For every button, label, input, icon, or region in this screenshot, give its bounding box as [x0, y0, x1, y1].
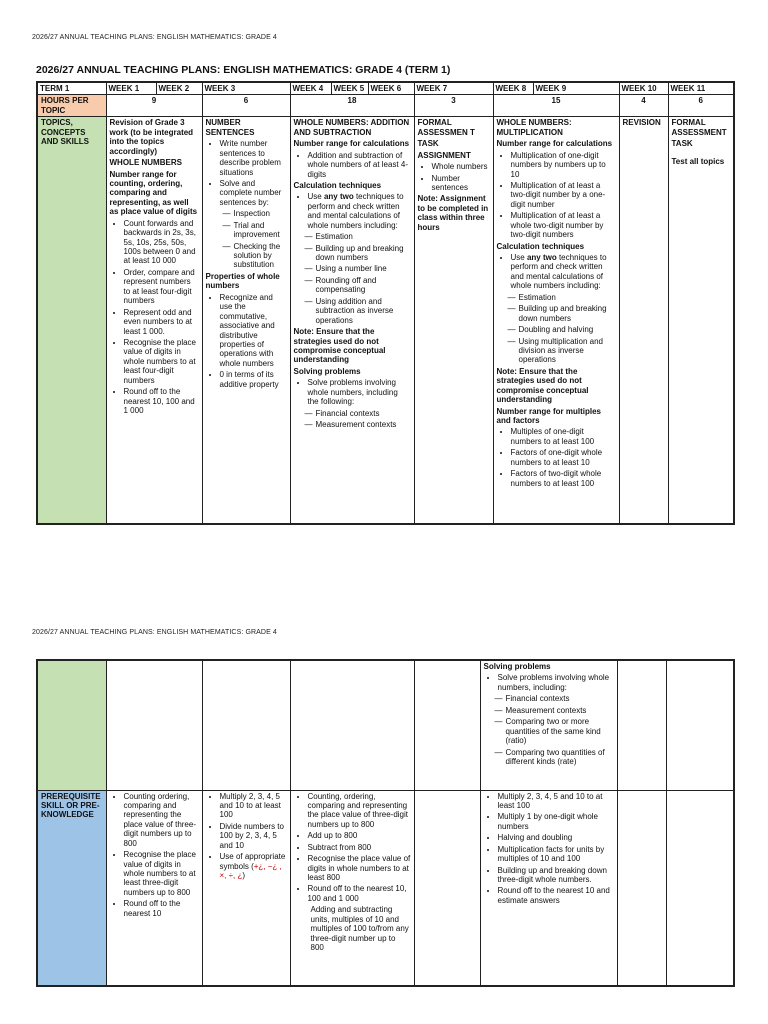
- list-item: • 0 in terms of its additive property: [220, 370, 287, 389]
- list-item: • Whole numbers: [432, 162, 490, 171]
- prereq-weeks-1-2: [106, 790, 202, 986]
- hours-row: [37, 95, 734, 117]
- formal-assessment-heading: FORMAL ASSESSMEN T: [417, 118, 475, 137]
- cell-empty: [202, 660, 290, 790]
- list-item: • Subtract from 800: [308, 843, 411, 852]
- list-item: • Addition and subtraction of whole numbers of at least 4-digits: [308, 151, 411, 179]
- list-item: — Checking the solution by substitution: [234, 242, 287, 270]
- cell-empty: [666, 790, 734, 986]
- week-11-cell: WEEK 11: [668, 82, 734, 95]
- hours-week-3: 6: [202, 95, 290, 117]
- calc-heading: Calculation techniques: [293, 180, 382, 190]
- list-item: — Building up and breaking down numbers: [316, 244, 411, 263]
- addition-subtraction-heading: WHOLE NUMBERS: ADDITION AND SUBTRACTION: [293, 118, 410, 137]
- cell-empty: [617, 660, 666, 790]
- topics-weeks-4-6: [290, 117, 414, 524]
- list-item: • Write number sentences to describe problem situations: [220, 139, 287, 177]
- list-item: • Round off to the nearest 10, 100 and 1 000: [124, 387, 199, 415]
- solving-problems-cell: [480, 660, 617, 790]
- properties-heading: Properties of whole numbers: [205, 271, 280, 291]
- list-item: • Count forwards and backwards in 2s, 3s, 5s, 10s, 25s, 50s, 100s between 0 and at least 10 000: [124, 219, 199, 266]
- prereq-weeks-8-9: [480, 790, 617, 986]
- list-item: • Multiply 1 by one-digit whole numbers: [498, 812, 614, 831]
- list-item: • Represent odd and even numbers to at least 1 000.: [124, 308, 199, 336]
- week-7-cell: WEEK 7: [414, 82, 493, 95]
- topics-row: [37, 117, 734, 524]
- multiplication-heading: WHOLE NUMBERS: MULTIPLICATION: [496, 118, 572, 137]
- cell-empty: [106, 660, 202, 790]
- cell-empty: [666, 660, 734, 790]
- week-10-cell: WEEK 10: [619, 82, 668, 95]
- list-item: • Factors of two-digit whole numbers to at least 100: [511, 469, 616, 488]
- prereq-week-3: [202, 790, 290, 986]
- cell-empty: [414, 790, 480, 986]
- list-item: • Solve problems involving whole numbers, including the following:: [308, 378, 411, 406]
- week-header-row: [37, 82, 734, 95]
- assignment-label: ASSIGNMENT: [417, 150, 471, 160]
- list-item: • Solve and complete number sentences by: — Inspection — Trial and improvement — Checking the solution by substitution: [220, 179, 287, 270]
- list-item: • Halving and doubling: [498, 833, 614, 842]
- hours-weeks-4-6: 18: [290, 95, 414, 117]
- hours-label: HOURS PER TOPIC: [37, 95, 106, 117]
- list-item: — Estimation: [316, 232, 411, 241]
- topics-weeks-8-9: [493, 117, 619, 524]
- cell-empty: [414, 660, 480, 790]
- topics-week-11: [668, 117, 734, 524]
- list-item: — Measurement contexts: [316, 420, 411, 429]
- term1-plan-table-continued: [36, 659, 735, 987]
- list-item: — Using multiplication and division as inverse operations: [519, 337, 616, 365]
- strategy-note: Note: Ensure that the strategies used do not compromise conceptual understanding: [293, 327, 386, 365]
- prereq-weeks-4-6: [290, 790, 414, 986]
- topics-week-7: [414, 117, 493, 524]
- list-item: • Multiplication facts for units by multiples of 10 and 100: [498, 845, 614, 864]
- week-3-cell: WEEK 3: [202, 82, 290, 95]
- list-item: • Recognize and use the commutative, associative and distributive properties of operations with whole numbers: [220, 293, 287, 369]
- week-8-cell: WEEK 8: [493, 82, 533, 95]
- list-item: — Trial and improvement: [234, 221, 287, 240]
- list-item: • Multiply 2, 3, 4, 5 and 10 to at least 100: [220, 792, 287, 820]
- cell-empty: [290, 660, 414, 790]
- operation-symbols: +¿, −¿ , ×, ÷, ¿: [219, 861, 282, 880]
- strategy-note: Note: Ensure that the strategies used do not compromise conceptual understanding: [496, 366, 589, 405]
- list-item: — Comparing two or more quantities of the same kind (ratio): [506, 717, 614, 745]
- solving-heading: Solving problems: [483, 662, 551, 671]
- list-item: • Recognise the place value of digits in whole numbers to at least three-digit numbers up to 800: [124, 850, 199, 897]
- topics-week-10: REVISION: [619, 117, 668, 524]
- hours-week-10: 4: [619, 95, 668, 117]
- task-label: TASK: [417, 139, 439, 149]
- list-item: • Number sentences: [432, 174, 490, 193]
- term-cell: TERM 1: [37, 82, 106, 95]
- topics-weeks-1-2: [106, 117, 202, 524]
- prereq-extra: Adding and subtracting units, multiples of 10 and multiples of 100 to/from any three-digit number up to 800: [310, 905, 409, 953]
- list-item: — Doubling and halving: [519, 325, 616, 334]
- list-item: — Financial contexts: [506, 694, 614, 703]
- formal-assessment-heading: FORMAL ASSESSMENT: [671, 118, 727, 137]
- list-item: • Use any two techniques to perform and check written and mental calculations of whole numbers including:: [308, 192, 411, 230]
- solving-heading: Solving problems: [293, 366, 361, 376]
- task-label: TASK: [671, 139, 693, 149]
- list-item: • Use any two techniques to perform and check written and mental calculations of whole numbers including:: [511, 253, 616, 291]
- week-9-cell: WEEK 9: [533, 82, 619, 95]
- list-item: • Multiplication of at least a two-digit number by a one-digit number: [511, 181, 616, 209]
- list-item: — Rounding off and compensating: [316, 276, 411, 295]
- hours-weeks-1-2: 9: [106, 95, 202, 117]
- page-title: 2026/27 ANNUAL TEACHING PLANS: ENGLISH MATHEMATICS: GRADE 4 (TERM 1): [36, 64, 451, 76]
- week-4-cell: WEEK 4: [290, 82, 331, 95]
- page-header: 2026/27 ANNUAL TEACHING PLANS: ENGLISH MATHEMATICS: GRADE 4: [32, 34, 277, 41]
- list-item: • Multiplication of at least a whole two-digit number by two-digit numbers: [511, 211, 616, 239]
- prerequisite-row: [37, 790, 734, 986]
- list-item: • Recognise the place value of digits in whole numbers to at least 800: [308, 854, 411, 882]
- week-2-cell: WEEK 2: [156, 82, 202, 95]
- list-item: • Factors of one-digit whole numbers to at least 10: [511, 448, 616, 467]
- week-5-cell: WEEK 5: [331, 82, 368, 95]
- list-item: • Divide numbers to 100 by 2, 3, 4, 5 and 10: [220, 822, 287, 850]
- topics-label: TOPICS, CONCEPTS AND SKILLS: [37, 117, 106, 524]
- topics-week-3: [202, 117, 290, 524]
- hours-weeks-8-9: 15: [493, 95, 619, 117]
- assignment-note: Note: Assignment to be completed in class within three hours: [417, 194, 489, 232]
- page-header: 2026/27 ANNUAL TEACHING PLANS: ENGLISH MATHEMATICS: GRADE 4: [32, 629, 277, 636]
- calc-heading: Calculation techniques: [496, 241, 585, 251]
- list-item: — Inspection: [234, 209, 287, 218]
- list-item: • Counting, ordering, comparing and representing the place value of three-digit numbers up to 800: [308, 792, 411, 830]
- cell-empty: [617, 790, 666, 986]
- list-item: • Multiplication of one-digit numbers by numbers up to 10: [511, 151, 616, 179]
- revision-intro: Revision of Grade 3 work (to be integrated into the topics accordingly): [109, 118, 194, 156]
- range-heading: Number range for calculations: [496, 139, 613, 149]
- term1-plan-table: [36, 81, 735, 525]
- list-item: • Add up to 800: [308, 831, 411, 840]
- list-item: • Round off to the nearest 10, 100 and 1 000: [308, 884, 411, 903]
- list-item: • Round off to the nearest 10: [124, 899, 199, 918]
- list-item: • Counting ordering, comparing and representing the place value of three-digit numbers up to 800: [124, 792, 199, 849]
- list-item: — Financial contexts: [316, 409, 411, 418]
- topics-label-continued: [37, 660, 106, 790]
- list-item: • Order, compare and represent numbers to at least four-digit numbers: [124, 268, 199, 306]
- list-item: — Using a number line: [316, 264, 411, 273]
- week-6-cell: WEEK 6: [368, 82, 414, 95]
- hours-week-11: 6: [668, 95, 734, 117]
- multiples-heading: Number range for multiples and factors: [496, 406, 601, 425]
- week-1-cell: WEEK 1: [106, 82, 156, 95]
- list-item: • Solve problems involving whole numbers, including:: [498, 673, 614, 692]
- list-item: • Multiples of one-digit numbers to at least 100: [511, 427, 616, 446]
- hours-week-7: 3: [414, 95, 493, 117]
- list-item: • Round off to the nearest 10 and estimate answers: [498, 886, 614, 905]
- list-item: — Comparing two quantities of different kinds (rate): [506, 748, 614, 767]
- list-item: • Recognise the place value of digits in whole numbers to at least four-digit numbers: [124, 338, 199, 385]
- topics-continued-row: [37, 660, 734, 790]
- list-item: — Measurement contexts: [506, 706, 614, 715]
- list-item: • Use of appropriate symbols (+¿, −¿ , ×, ÷, ¿): [220, 852, 287, 880]
- counting-range-heading: Number range for counting, ordering, comparing and representing, as well as place value of digits: [109, 169, 198, 217]
- list-item: • Building up and breaking down three-digit whole numbers.: [498, 866, 614, 885]
- list-item: — Using addition and subtraction as inverse operations: [316, 297, 411, 325]
- test-label: Test all topics: [671, 156, 725, 166]
- range-heading: Number range for calculations: [293, 139, 410, 149]
- whole-numbers-heading: WHOLE NUMBERS: [109, 158, 182, 168]
- prerequisite-label: PREREQUISITE SKILL OR PRE-KNOWLEDGE: [37, 790, 106, 986]
- list-item: • Multiply 2, 3, 4, 5 and 10 to at least 100: [498, 792, 614, 811]
- list-item: — Building up and breaking down numbers: [519, 304, 616, 323]
- list-item: — Estimation: [519, 293, 616, 302]
- number-sentences-heading: NUMBER SENTENCES: [205, 118, 255, 137]
